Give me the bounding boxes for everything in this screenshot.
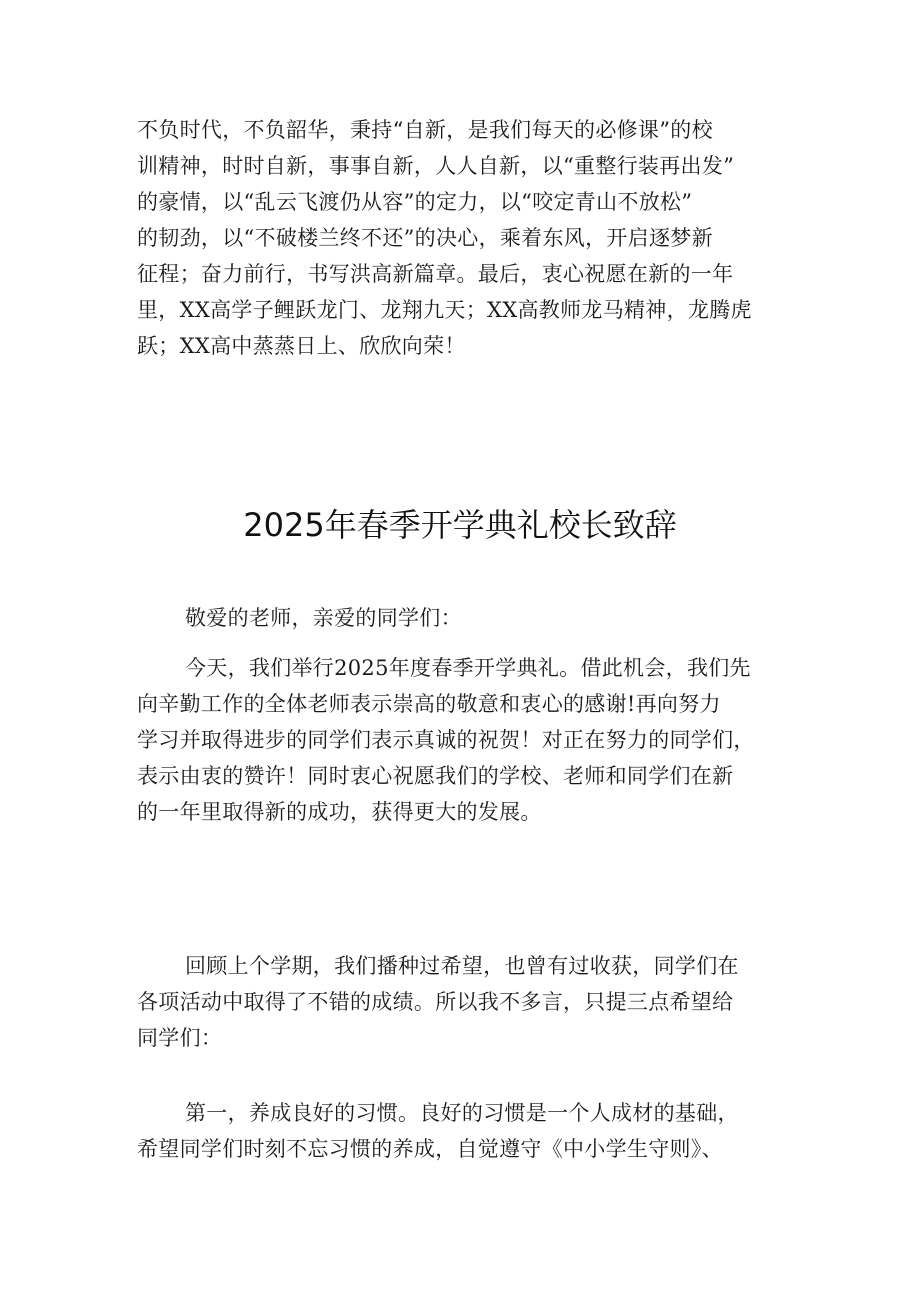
text-line: 同学们： (137, 1026, 223, 1050)
paragraph-2 (137, 948, 797, 1056)
paragraph-1 (137, 650, 797, 830)
greeting-line: 敬爱的老师，亲爱的同学们： (185, 606, 462, 630)
text-line: 第一，养成良好的习惯。良好的习惯是一个人成材的基础， (185, 1101, 739, 1125)
intro-paragraph (137, 112, 797, 364)
text-line: 征程；奋力前行，书写洪高新篇章。最后，衷心祝愿在新的一年 (137, 262, 734, 286)
text-line: 的豪情，以“乱云飞渡仍从容”的定力，以“咬定青山不放松” (137, 190, 693, 214)
text-line: 今天，我们举行2025年度春季开学典礼。借此机会，我们先 (185, 656, 751, 680)
paragraph-3 (137, 1095, 797, 1167)
text-line: 的一年里取得新的成功，获得更大的发展。 (137, 800, 542, 824)
text-line: 各项活动中取得了不错的成绩。所以我不多言，只提三点希望给 (137, 990, 734, 1014)
page-title: 2025年春季开学典礼校长致辞 (243, 506, 677, 544)
text-line: 学习并取得进步的同学们表示真诚的祝贺！对正在努力的同学们， (137, 728, 755, 752)
text-line: 里，XX高学子鲤跃龙门、龙翔九天；XX高教师龙马精神，龙腾虎 (137, 298, 752, 322)
greeting (137, 600, 797, 636)
text-line: 回顾上个学期，我们播种过希望，也曾有过收获，同学们在 (185, 954, 739, 978)
text-line: 表示由衷的赞许！同时衷心祝愿我们的学校、老师和同学们在新 (137, 764, 734, 788)
text-line: 的韧劲，以“不破楼兰终不还”的决心，乘着东风，开启逐梦新 (137, 226, 713, 250)
text-line: 向辛勤工作的全体老师表示崇高的敬意和衷心的感谢!再向努力 (137, 692, 721, 716)
text-line: 希望同学们时刻不忘习惯的养成，自觉遵守《中小学生守则》、 (137, 1137, 723, 1161)
text-line: 不负时代，不负韶华，秉持“自新，是我们每天的必修课”的校 (137, 118, 713, 142)
text-line: 跃；XX高中蒸蒸日上、欣欣向荣！ (137, 334, 466, 358)
text-line: 训精神，时时自新，事事自新，人人自新，以“重整行装再出发” (137, 154, 735, 178)
